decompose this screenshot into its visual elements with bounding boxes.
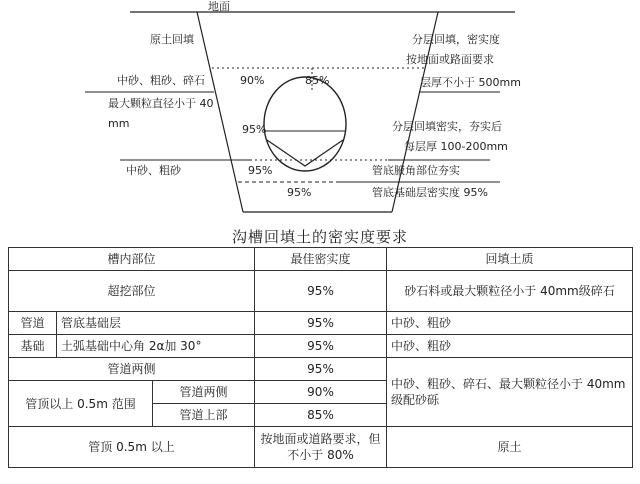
original-backfill-label: 原土回填	[150, 33, 194, 46]
pct-95-side-label: 95%	[242, 123, 267, 136]
row3-group: 基础	[9, 335, 57, 358]
row4-part: 管道两侧	[9, 358, 255, 381]
row3-part: 土弧基础中心角 2α加 30°	[57, 335, 255, 358]
pipe	[264, 77, 346, 171]
table-caption: 沟槽回填土的密实度要求	[231, 228, 408, 246]
row3-density: 95%	[255, 335, 387, 358]
table-header-row	[9, 248, 633, 271]
pct-95-base-label: 95%	[287, 186, 312, 199]
layered-compact-label-1: 分层回填密实，夯实后	[392, 120, 502, 133]
row2-part: 管底基础层	[57, 312, 255, 335]
medium-coarse-sand-label: 中砂、粗砂	[126, 164, 181, 177]
haunch-tamping-label: 管底腋角部位夯实	[372, 164, 460, 177]
pct-95-haunch-label: 95%	[248, 164, 273, 177]
header-density: 最佳密实度	[255, 248, 387, 271]
row3-soil: 中砂、粗砂	[387, 335, 633, 358]
layered-backfill-label-1: 分层回填，密实度	[412, 33, 500, 46]
row1-density: 95%	[255, 271, 387, 312]
row1-part: 超挖部位	[9, 271, 255, 312]
row2-group: 管道	[9, 312, 57, 335]
row4-soil: 中砂、粗砂、碎石、最大颗粒径小于 40mm级配砂砾	[387, 358, 633, 427]
sand-gravel-label-3: mm	[108, 117, 130, 130]
row1-soil: 砂石料或最大颗粒径小于 40mm级碎石	[387, 271, 633, 312]
table-row	[9, 271, 633, 312]
layered-backfill-label-2: 按地面或路面要求	[406, 53, 494, 66]
table-row	[9, 427, 633, 468]
row5-group: 管顶以上 0.5m 范围	[9, 381, 153, 427]
header-soil: 回填土质	[387, 248, 633, 271]
table-row	[9, 358, 633, 381]
sand-gravel-label-2: 最大颗粒直径小于 40	[108, 97, 214, 110]
layered-compact-label-2: 每层厚 100-200mm	[404, 140, 508, 153]
row2-density: 95%	[255, 312, 387, 335]
row7-density: 按地面或道路要求，但不小于 80%	[255, 427, 387, 468]
trench-backfill-diagram	[0, 0, 640, 226]
row5-part: 管道两侧	[153, 381, 255, 404]
row2-soil: 中砂、粗砂	[387, 312, 633, 335]
header-part: 槽内部位	[9, 248, 255, 271]
density-table	[8, 247, 633, 468]
row7-soil: 原土	[387, 427, 633, 468]
row5-density: 90%	[255, 381, 387, 404]
row6-part: 管道上部	[153, 404, 255, 427]
base-density-label: 管底基础层密实度 95%	[372, 186, 488, 199]
layer-thickness-label: 层厚不小于 500mm	[420, 76, 521, 89]
table-row	[9, 312, 633, 335]
row6-density: 85%	[255, 404, 387, 427]
trench-left-wall	[197, 12, 243, 212]
ground-label: 地面	[208, 0, 230, 13]
bedding-angle	[267, 140, 343, 166]
row7-part: 管顶 0.5m 以上	[9, 427, 255, 468]
pct-90-label: 90%	[240, 74, 265, 87]
row4-density: 95%	[255, 358, 387, 381]
table-row	[9, 335, 633, 358]
sand-gravel-label-1: 中砂、粗砂、碎石	[117, 74, 205, 87]
pct-85-label: 85%	[305, 74, 330, 87]
